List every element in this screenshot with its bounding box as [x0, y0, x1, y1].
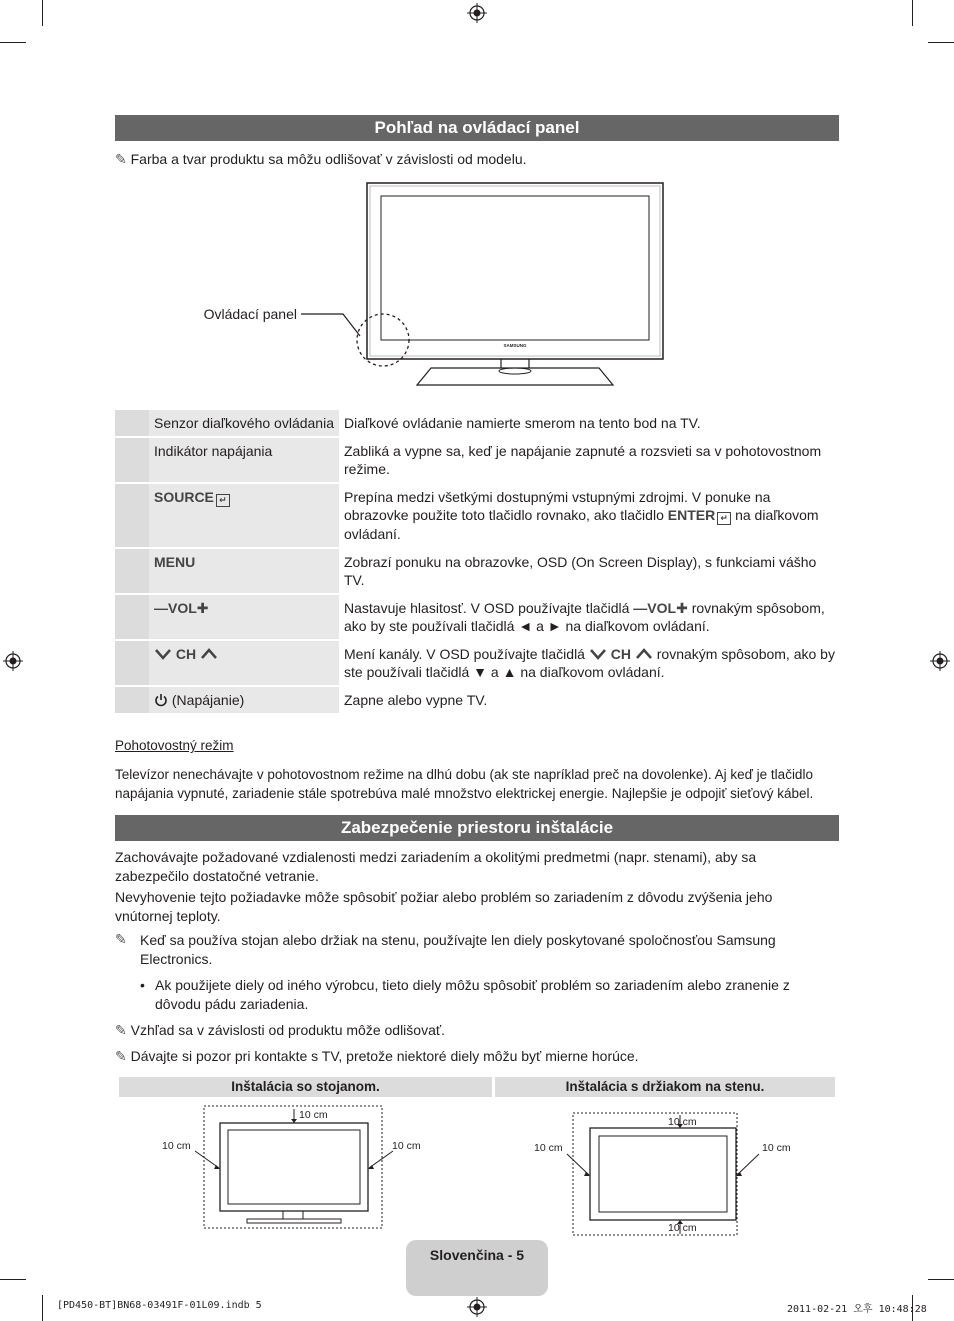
- note-appearance: ✎ Vzhľad sa v závislosti od produktu môže odlišovať.: [115, 1022, 446, 1039]
- tv-bezel: [220, 1123, 368, 1211]
- plus-icon: ✚: [196, 600, 209, 616]
- dist-left-label: 10 cm: [534, 1142, 563, 1154]
- control-name: [149, 594, 339, 640]
- note-pencil-icon: ✎: [115, 1023, 127, 1039]
- registration-mark-icon: [467, 3, 487, 23]
- install-paragraph-2: Nevyhovenie tejto požiadavke môže spôsobiť požiar alebo problém so zariadením z dôvodu zvýšenia jeho vnútornej teploty.: [115, 889, 773, 924]
- enter-icon: ↵: [216, 494, 230, 507]
- row-marker: [115, 437, 149, 483]
- table-row: [115, 548, 840, 594]
- control-description: Diaľkové ovládanie namierte smerom na tento bod na TV.: [339, 410, 840, 437]
- table-row: [115, 640, 840, 686]
- note-product-variation: ✎ Farba a tvar produktu sa môžu odlišovať v závislosti od modelu.: [115, 151, 527, 168]
- tv-stand-neck: [283, 1211, 303, 1219]
- row-marker: [115, 640, 149, 686]
- control-name: MENU: [149, 548, 339, 594]
- callout-leader-line: [301, 314, 360, 336]
- chevron-down-icon: [589, 648, 607, 660]
- table-row: [115, 410, 840, 437]
- control-description: Zobrazí ponuku na obrazovke, OSD (On Screen Display), s funkciami vášho TV.: [339, 548, 840, 594]
- dist-top-label: 10 cm: [299, 1109, 328, 1121]
- control-description: Mení kanály. V OSD používajte tlačidlá CH rovnakým spôsobom, ako by ste používali tlačidlá ▼ a ▲ na diaľkovom ovládaní.: [339, 640, 840, 686]
- control-description: Nastavuje hlasitosť. V OSD používajte tlačidlá —VOL✚ rovnakým spôsobom, ako by ste používali tlačidlá ◄ a ► na diaľkovom ovládaní.: [339, 594, 840, 640]
- chevron-down-icon: [154, 648, 172, 660]
- table-row: [115, 483, 840, 548]
- callout-label: Ovládací panel: [203, 306, 297, 322]
- chevron-up-icon: [200, 648, 218, 660]
- imprint-timestamp: 2011-02-21 오후 10:48:28: [787, 1304, 927, 1315]
- stand-install-diagram: [155, 1103, 435, 1229]
- tv-brand-logo: SAMSUNG: [503, 343, 527, 348]
- tv-bezel: [590, 1128, 736, 1220]
- registration-mark-icon: [930, 651, 950, 671]
- control-name: Indikátor napájania: [149, 437, 339, 483]
- tv-stand-base: [417, 368, 613, 385]
- crop-mark: [912, 0, 913, 26]
- crop-mark: [0, 1279, 26, 1280]
- bullet-icon: •: [140, 977, 145, 993]
- dist-right-label: 10 cm: [762, 1142, 791, 1154]
- crop-mark: [928, 42, 954, 43]
- standby-heading: Pohotovostný režim: [115, 738, 234, 753]
- plus-icon: ✚: [676, 600, 688, 616]
- vol-button-label: VOL: [168, 600, 197, 616]
- row-marker: [115, 548, 149, 594]
- power-icon: [154, 693, 168, 707]
- dist-bottom-label: 10 cm: [668, 1222, 697, 1234]
- control-description: Zapne alebo vypne TV.: [339, 686, 840, 714]
- control-panel-table: [115, 410, 840, 715]
- crop-mark: [928, 1279, 954, 1280]
- minus-icon: —: [154, 600, 168, 616]
- bullet-other-parts: • Ak použijete diely od iného výrobcu, tieto diely môžu spôsobiť problém so zariadením alebo zranenie z dôvodu pádu zariadenia.: [140, 977, 790, 1012]
- section-title-installation-space: Zabezpečenie priestoru inštalácie: [115, 815, 839, 841]
- note-pencil-icon: ✎: [115, 1049, 127, 1065]
- crop-mark: [42, 0, 43, 26]
- note-hot-parts: ✎ Dávajte si pozor pri kontakte s TV, pretože niektoré diely môžu byť mierne horúce.: [115, 1048, 639, 1065]
- crop-mark: [42, 1295, 43, 1321]
- minus-icon: —: [633, 600, 648, 616]
- install-paragraph-1: Zachovávajte požadované vzdialenosti medzi zariadením a okolitými predmetmi (napr. stenami), aby sa zabezpečilo dostatočné vetranie.: [115, 849, 757, 884]
- source-button-label: SOURCE: [154, 489, 214, 505]
- control-name: (Napájanie): [149, 686, 339, 714]
- enter-icon: ↵: [717, 512, 731, 525]
- registration-mark-icon: [467, 1297, 487, 1317]
- ch-button-label: CH: [175, 646, 197, 662]
- row-marker: [115, 483, 149, 548]
- note-pencil-icon: ✎: [115, 932, 127, 948]
- stand-install-header: Inštalácia so stojanom.: [119, 1077, 492, 1097]
- enter-button-label: ENTER: [667, 507, 716, 523]
- section-title-control-panel: Pohľad na ovládací panel: [115, 115, 839, 141]
- imprint-file-info: [PD450-BT]BN68-03491F-01L09.indb 5: [57, 1300, 262, 1311]
- note-pencil-icon: ✎: [115, 152, 127, 168]
- dist-left-label: 10 cm: [162, 1140, 191, 1152]
- note-samsung-parts: ✎ Keď sa používa stojan alebo držiak na stenu, používajte len diely poskytované spoločnosťou Samsung Electronics.: [115, 932, 776, 967]
- tv-front-illustration: [195, 178, 675, 393]
- control-name: [149, 640, 339, 686]
- tv-stand-base: [247, 1219, 341, 1223]
- row-marker: [115, 410, 149, 437]
- dist-right-label: 10 cm: [392, 1140, 421, 1152]
- table-row: [115, 686, 840, 714]
- table-row: [115, 594, 840, 640]
- standby-text: Televízor nenechávajte v pohotovostnom režime na dlhú dobu (ak ste napríklad preč na dovolenke). Aj keď je tlačidlo napájania vypnuté, zariadenie stále spotrebúva malé množstvo elektrickej energie. Najlepšie je odpojiť sieťový kábel.: [115, 767, 814, 801]
- registration-mark-icon: [3, 651, 23, 671]
- control-description: Prepína medzi všetkými dostupnými vstupnými zdrojmi. V ponuke na obrazovke použite toto tlačidlo rovnako, ako tlačidlo ENTER ↵ na diaľkovom ovládaní.: [339, 483, 840, 548]
- tv-screen: [381, 196, 649, 340]
- dist-top-label: 10 cm: [668, 1116, 697, 1128]
- row-marker: [115, 594, 149, 640]
- page-number-badge: Slovenčina - 5: [406, 1240, 548, 1296]
- wall-install-header: Inštalácia s držiakom na stenu.: [495, 1077, 835, 1097]
- table-row: [115, 437, 840, 483]
- control-name: Senzor diaľkového ovládania: [149, 410, 339, 437]
- control-description: Zabliká a vypne sa, keď je napájanie zapnuté a rozsvieti sa v pohotovostnom režime.: [339, 437, 840, 483]
- control-name: [149, 483, 339, 548]
- crop-mark: [0, 42, 26, 43]
- wall-install-diagram: [525, 1103, 805, 1237]
- chevron-up-icon: [635, 648, 653, 660]
- row-marker: [115, 686, 149, 714]
